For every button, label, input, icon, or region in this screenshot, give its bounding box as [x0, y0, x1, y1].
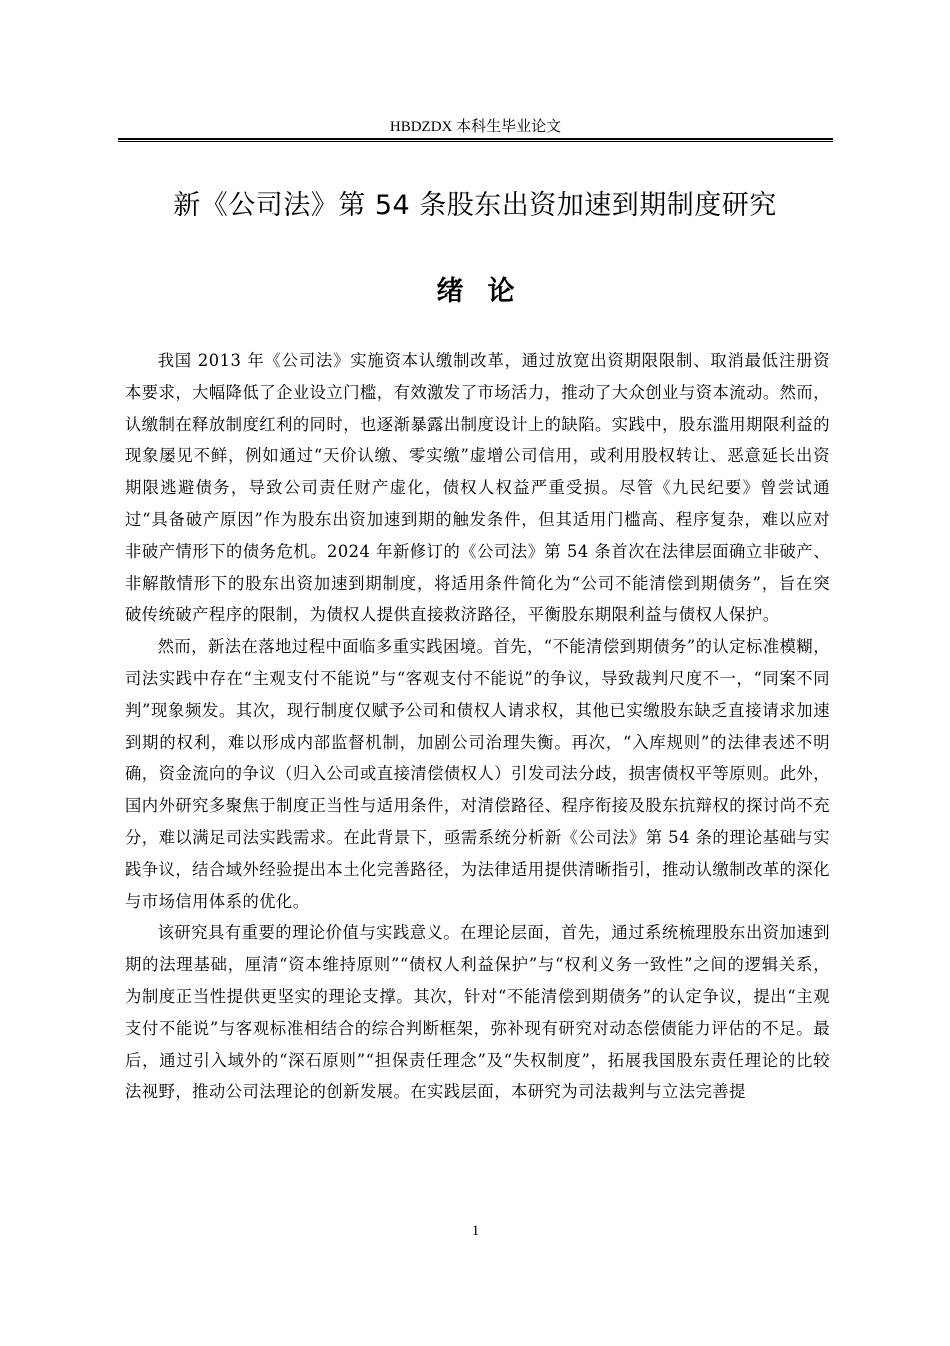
paragraph: 我国 2013 年《公司法》实施资本认缴制改革，通过放宽出资期限限制、取消最低注册资本要求，大幅降低了企业设立门槛，有效激发了市场活力，推动了大众创业与资本流动。然而，认缴制在释放制度红利的同时，也逐渐暴露出制度设计上的缺陷。实践中，股东滥用期限利益的现象屡见不鲜，例如通过“天价认缴、零实缴”虚增公司信用，或利用股权转让、恶意延长出资期限逃避债务，导致公司责任财产虚化，债权人权益严重受损。尽管《九民纪要》曾尝试通过“具备破产原因”作为股东出资加速到期的触发条件，但其适用门槛高、程序复杂，难以应对非破产情形下的债务危机。2024 年新修订的《公司法》第 54 条首次在法律层面确立非破产、非解散情形下的股东出资加速到期制度，将适用条件简化为“公司不能清偿到期债务”，旨在突破传统破产程序的限制，为债权人提供直接救济路径，平衡股东期限利益与债权人保护。 [125, 351, 830, 625]
body-text [125, 345, 830, 1108]
section-heading: 绪论 [436, 276, 539, 307]
paragraph: 该研究具有重要的理论价值与实践意义。在理论层面，首先，通过系统梳理股东出资加速到期的法理基础，厘清“资本维持原则”“债权人利益保护”与“权利义务一致性”之间的逻辑关系，为制度正当性提供更坚实的理论支撑。其次，针对“不能清偿到期债务”的认定争议，提出“主观支付不能说”与客观标准相结合的综合判断框架，弥补现有研究对动态偿债能力评估的不足。最后，通过引入域外的“深石原则”“担保责任理念”及“失权制度”，拓展我国股东责任理论的比较法视野，推动公司法理论的创新发展。在实践层面，本研究为司法裁判与立法完善提 [125, 923, 830, 1102]
header-rule [118, 138, 833, 140]
running-header: HBDZDX 本科生毕业论文 [389, 119, 562, 135]
page-number: 1 [471, 1223, 480, 1239]
paper-title: 新《公司法》第 54 条股东出资加速到期制度研究 [173, 190, 777, 221]
paragraph: 然而，新法在落地过程中面临多重实践困境。首先，“不能清偿到期债务”的认定标准模糊，司法实践中存在“主观支付不能说”与“客观支付不能说”的争议，导致裁判尺度不一，“同案不同判”现象频发。其次，现行制度仅赋予公司和债权人请求权，其他已实缴股东缺乏直接请求加速到期的权利，难以形成内部监督机制，加剧公司治理失衡。再次，“入库规则”的法律表述不明确，资金流向的争议（归入公司或直接清偿债权人）引发司法分歧，损害债权平等原则。此外，国内外研究多聚焦于制度正当性与适用条件，对清偿路径、程序衔接及股东抗辩权的探讨尚不充分，难以满足司法实践需求。在此背景下，亟需系统分析新《公司法》第 54 条的理论基础与实践争议，结合域外经验提出本土化完善路径，为法律适用提供清晰指引，推动认缴制改革的深化与市场信用体系的优化。 [125, 637, 830, 911]
header-rule-thin [118, 141, 833, 142]
